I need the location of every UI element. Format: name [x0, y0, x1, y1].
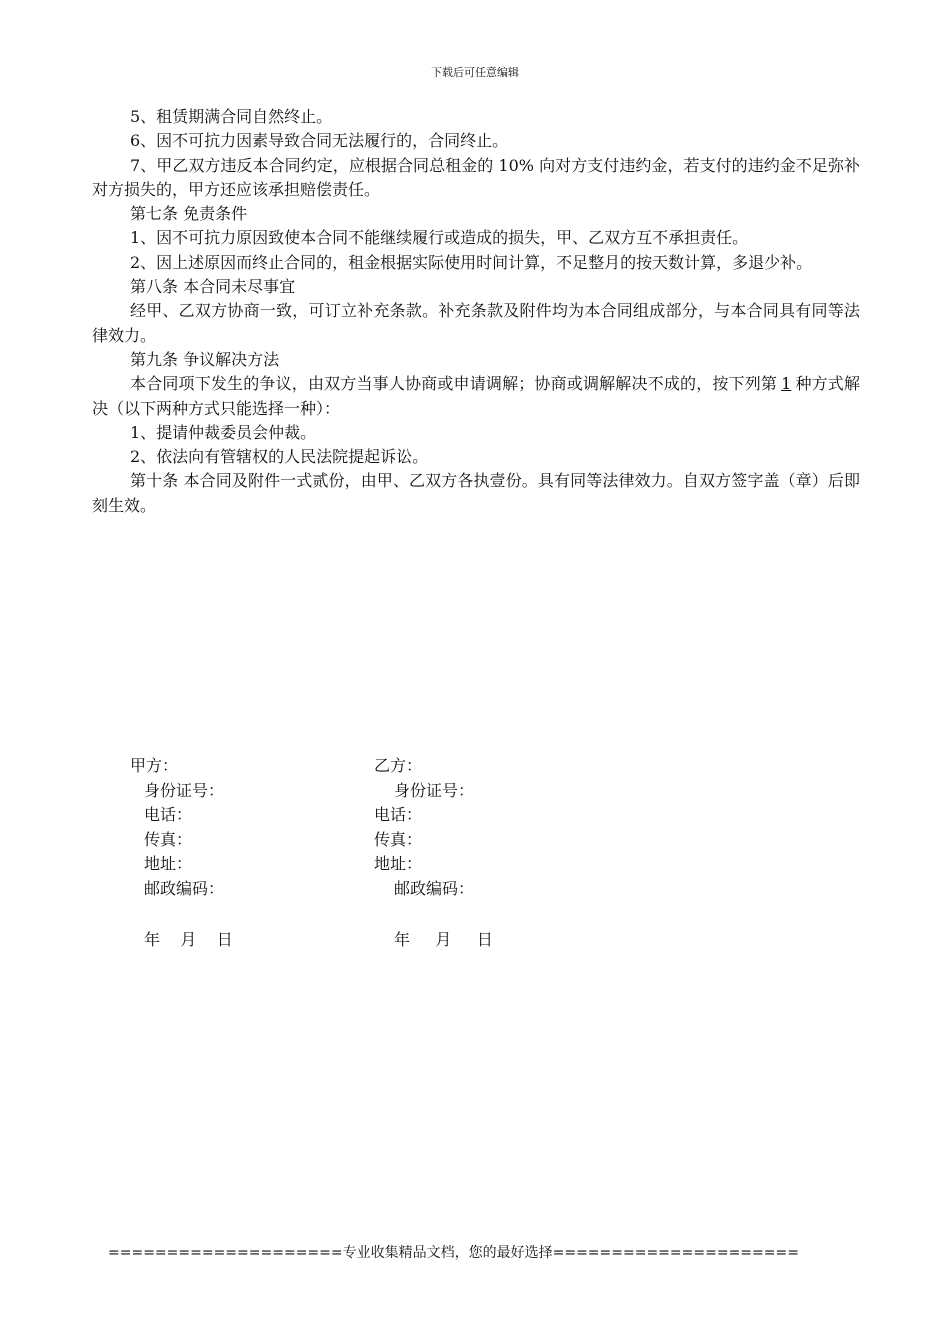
article-9-option-1: 1、提请仲裁委员会仲裁。: [130, 422, 317, 442]
party-a-id-label: 身份证号：: [144, 780, 225, 800]
party-b-id-label: 身份证号：: [394, 780, 475, 800]
party-a-label: 甲方：: [130, 756, 179, 775]
party-a-fax-label: 传真：: [144, 829, 193, 849]
article-9-text-prefix: 本合同项下发生的争议，由双方当事人协商或申请调解；协商或调解解决不成的，按下列第: [130, 374, 778, 394]
article-9-text: [92, 372, 860, 421]
party-b-fax-label: 传真：: [374, 829, 423, 849]
article-9-choice-blank: 1: [781, 374, 792, 394]
party-a-date: 年 月 日: [144, 930, 233, 949]
article-9-heading: 第九条 争议解决方法: [130, 349, 280, 369]
clause-termination-expiry: 5、租赁期满合同自然终止。: [130, 107, 333, 126]
party-a-postcode-label: 邮政编码：: [144, 878, 225, 898]
article-8-heading: 第八条 本合同未尽事宜: [130, 277, 296, 297]
party-a-address-label: 地址：: [144, 854, 193, 873]
party-b-postcode-label: 邮政编码：: [394, 878, 475, 898]
article-8-text: 经甲、乙双方协商一致，可订立补充条款。补充条款及附件均为本合同组成部分，与本合同具有同等法律效力。: [92, 301, 860, 345]
article-7-item-1: 1、因不可抗力原因致使本合同不能继续履行或造成的损失，甲、乙双方互不承担责任。: [130, 228, 749, 248]
party-b-phone-label: 电话：: [374, 805, 423, 824]
article-7-heading: 第七条 免责条件: [130, 204, 248, 224]
page-header: 下载后可任意编辑: [431, 66, 519, 79]
party-b-label: 乙方：: [374, 756, 423, 775]
page-footer: ====================专业收集精品文档，您的最好选择=====================: [108, 1245, 799, 1261]
party-b-date: 年 月 日: [394, 930, 493, 949]
contract-body: [92, 105, 860, 518]
article-7-item-2: 2、因上述原因而终止合同的，租金根据实际使用时间计算，不足整月的按天数计算，多退少补。: [130, 252, 813, 272]
article-9-option-2: 2、依法向有管辖权的人民法院提起诉讼。: [130, 447, 429, 467]
party-b-address-label: 地址：: [374, 854, 423, 873]
article-9-text-suffix: 种方式解决（以下两种方式只能选择一种）：: [92, 374, 860, 418]
article-10-text: 第十条 本合同及附件一式贰份，由甲、乙双方各执壹份。具有同等法律效力。自双方签字盖（章）后即刻生效。: [92, 471, 860, 515]
party-a-phone-label: 电话：: [144, 805, 193, 824]
signature-block-party-a: [130, 754, 224, 901]
signature-block-party-b: [374, 754, 474, 901]
clause-termination-force-majeure: 6、因不可抗力因素导致合同无法履行的，合同终止。: [130, 131, 509, 151]
clause-breach-penalty: 7、甲乙双方违反本合同约定，应根据合同总租金的 10% 向对方支付违约金，若支付的违约金不足弥补对方损失的，甲方还应该承担赔偿责任。: [92, 155, 860, 199]
